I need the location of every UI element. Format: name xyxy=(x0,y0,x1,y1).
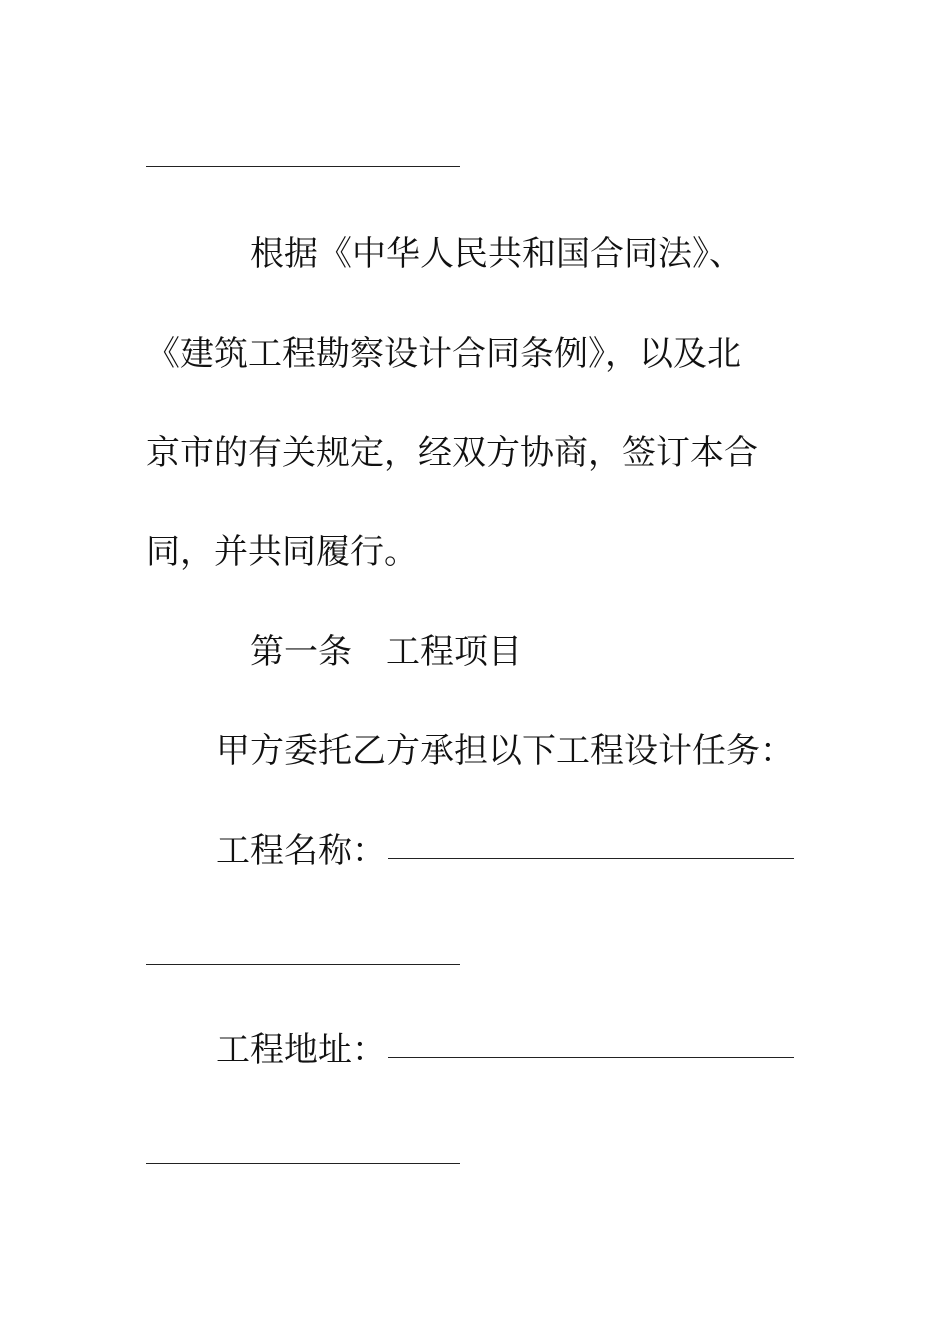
article-heading: 第一条 工程项目 xyxy=(250,632,522,672)
blank-underline xyxy=(146,1163,460,1164)
project-name-label: 工程名称： xyxy=(216,831,386,871)
paragraph-line: 同，并共同履行。 xyxy=(146,532,418,572)
project-address-underline xyxy=(388,1057,794,1059)
project-address-label: 工程地址： xyxy=(216,1030,386,1070)
blank-underline xyxy=(146,964,460,965)
project-address-field xyxy=(216,1030,896,1070)
project-name-field xyxy=(216,831,896,871)
paragraph-line: 《建筑工程勘察设计合同条例》，以及北 xyxy=(146,334,741,374)
article-intro: 甲方委托乙方承担以下工程设计任务： xyxy=(216,731,794,771)
paragraph-line: 根据《中华人民共和国合同法》、 xyxy=(250,234,743,274)
paragraph-line: 京市的有关规定，经双方协商，签订本合 xyxy=(146,433,758,473)
blank-underline xyxy=(146,166,460,167)
project-name-underline xyxy=(388,858,794,860)
